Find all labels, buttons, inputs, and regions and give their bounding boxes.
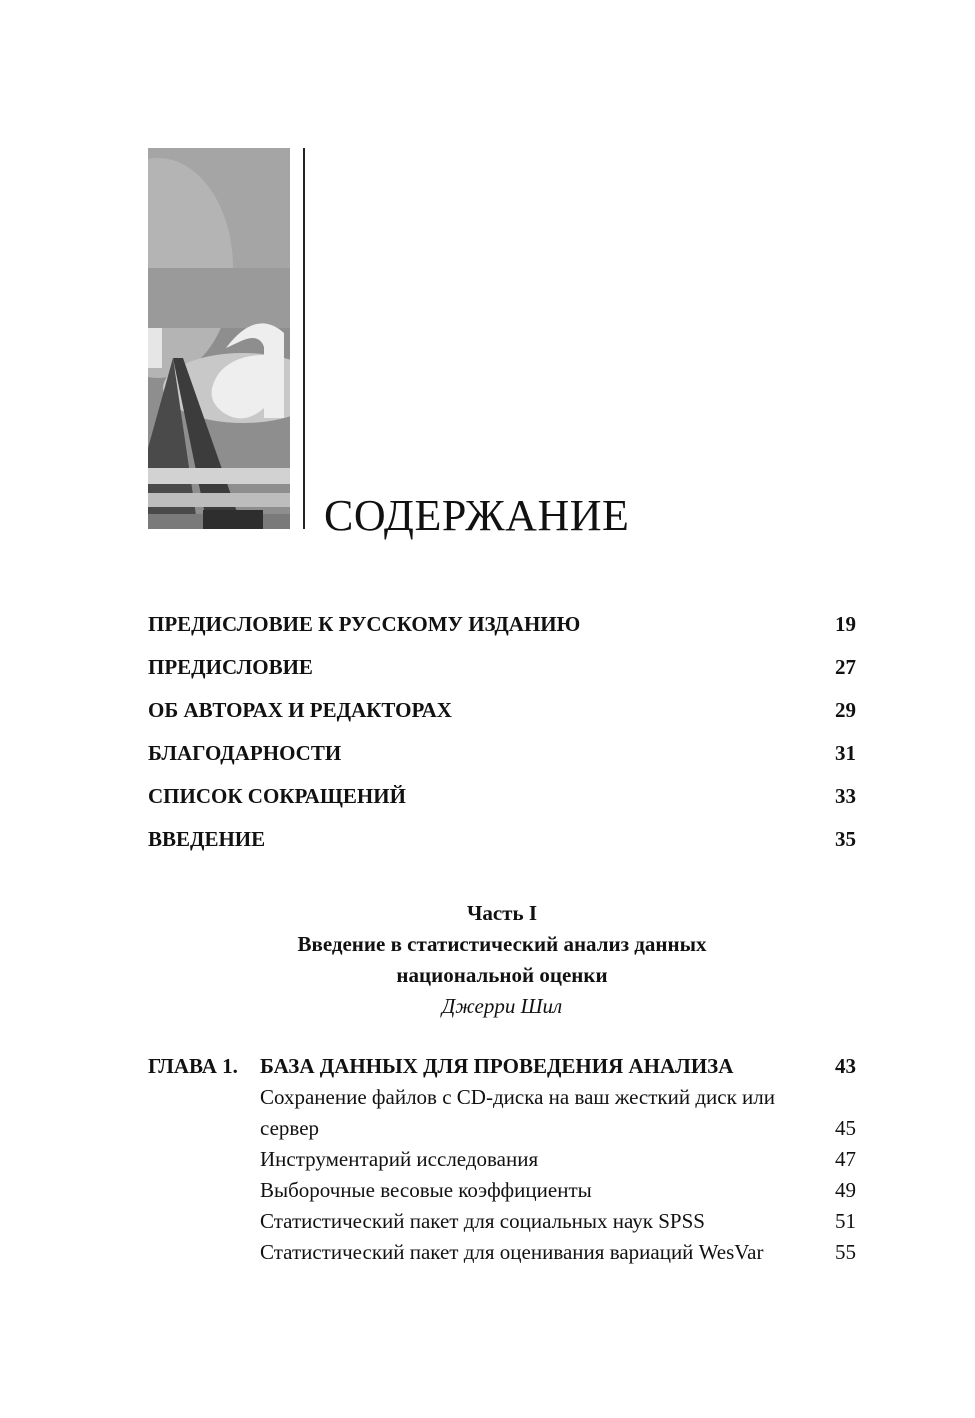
- section-page: 55: [835, 1240, 856, 1264]
- part-title-line1: Введение в статистический анализ данных: [297, 932, 707, 956]
- toc-entry-page: 35: [835, 827, 856, 851]
- toc-entry[interactable]: [148, 691, 856, 734]
- chapter-page: 43: [835, 1054, 856, 1078]
- chapter-title: БАЗА ДАННЫХ ДЛЯ ПРОВЕДЕНИЯ АНАЛИЗА: [260, 1054, 734, 1078]
- vertical-divider: [303, 148, 305, 529]
- toc-entry[interactable]: [148, 648, 856, 691]
- toc-entry[interactable]: [148, 734, 856, 777]
- toc-entry-page: 29: [835, 698, 856, 722]
- part-author: Джерри Шил: [441, 994, 563, 1018]
- toc-entry-page: 19: [835, 612, 856, 636]
- section-page: 47: [835, 1147, 856, 1171]
- part-title-line2: национальной оценки: [396, 963, 608, 987]
- section-title: Выборочные весовые коэффициенты: [260, 1178, 592, 1202]
- toc-entry-page: 27: [835, 655, 856, 679]
- decorative-letters-image: [148, 148, 290, 529]
- toc-entry-label: ПРЕДИСЛОВИЕ: [148, 655, 313, 679]
- section-entry[interactable]: [260, 1082, 856, 1144]
- toc-entry-label: БЛАГОДАРНОСТИ: [148, 741, 342, 765]
- toc-entry[interactable]: [148, 605, 856, 648]
- section-page: 49: [835, 1178, 856, 1202]
- toc-entry-label: ВВЕДЕНИЕ: [148, 827, 266, 851]
- section-page: 51: [835, 1209, 856, 1233]
- toc-entry-page: 33: [835, 784, 856, 808]
- chapter-block: [148, 1051, 856, 1268]
- part-number: Часть I: [466, 901, 538, 925]
- section-title: Сохранение файлов с CD-диска на ваш жесткий диск или сервер: [260, 1085, 776, 1140]
- section-title: Инструментарий исследования: [260, 1147, 539, 1171]
- section-entry[interactable]: [260, 1237, 856, 1268]
- page-title: СОДЕРЖАНИЕ: [324, 491, 630, 540]
- part-heading: [148, 898, 856, 1022]
- section-page: 45: [835, 1116, 856, 1140]
- section-entry[interactable]: [260, 1144, 856, 1175]
- toc-entry-label: ОБ АВТОРАХ И РЕДАКТОРАХ: [148, 698, 452, 722]
- section-entry[interactable]: [260, 1175, 856, 1206]
- front-matter-list: [148, 605, 856, 863]
- chapter-entry[interactable]: [148, 1051, 856, 1082]
- section-title: Статистический пакет для социальных наук SPSS: [260, 1209, 705, 1233]
- chapter-label: ГЛАВА 1.: [148, 1054, 238, 1078]
- toc-entry-label: ПРЕДИСЛОВИЕ К РУССКОМУ ИЗДАНИЮ: [148, 612, 581, 636]
- section-entry[interactable]: [260, 1206, 856, 1237]
- toc-entry-page: 31: [835, 741, 856, 765]
- toc-entry[interactable]: [148, 820, 856, 863]
- toc-entry-label: СПИСОК СОКРАЩЕНИЙ: [148, 784, 406, 808]
- section-title: Статистический пакет для оценивания вариаций WesVar: [260, 1240, 764, 1264]
- toc-entry[interactable]: [148, 777, 856, 820]
